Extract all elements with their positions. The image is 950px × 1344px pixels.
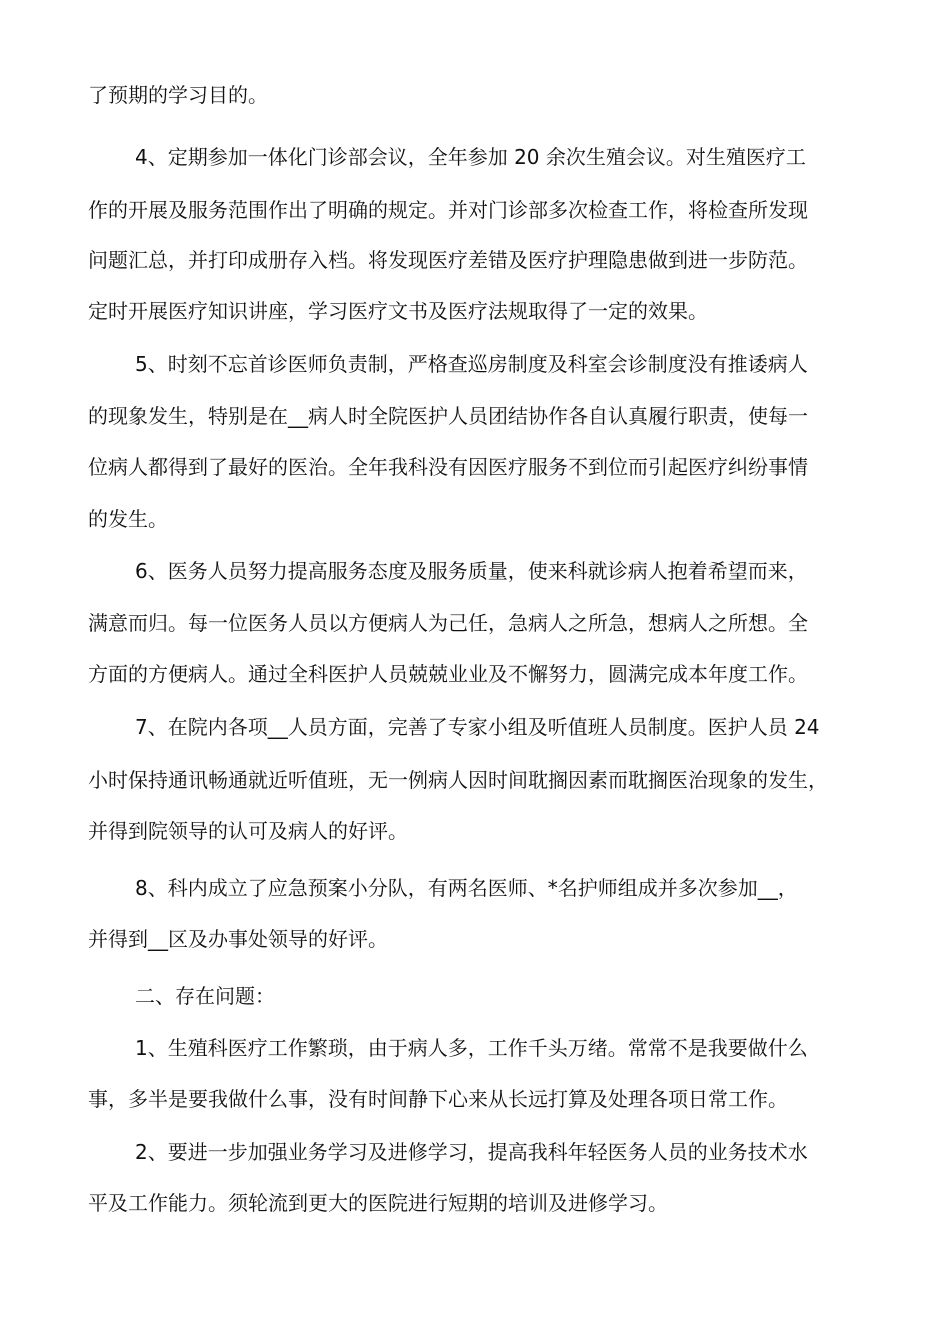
text-line: 7、在院内各项__人员方面，完善了专家小组及听值班人员制度。医护人员 24 <box>135 715 820 739</box>
text-line: 并得到院领导的认可及病人的好评。 <box>88 819 408 843</box>
text-line: 6、医务人员努力提高服务态度及服务质量，使来科就诊病人抱着希望而来， <box>135 559 808 583</box>
text-line: 满意而归。每一位医务人员以方便病人为己任，急病人之所急，想病人之所想。全 <box>88 611 808 635</box>
text-line: 方面的方便病人。通过全科医护人员兢兢业业及不懈努力，圆满完成本年度工作。 <box>88 662 808 686</box>
text-line: 位病人都得到了最好的医治。全年我科没有因医疗服务不到位而引起医疗纠纷事情 <box>88 455 808 479</box>
text-line: 问题汇总，并打印成册存入档。将发现医疗差错及医疗护理隐患做到进一步防范。 <box>88 248 808 272</box>
text-line: 1、生殖科医疗工作繁琐，由于病人多，工作千头万绪。常常不是我要做什么 <box>135 1036 808 1060</box>
text-line: 事，多半是要我做什么事，没有时间静下心来从长远打算及处理各项日常工作。 <box>88 1087 788 1111</box>
section-heading: 二、存在问题： <box>135 984 275 1008</box>
text-line: 5、时刻不忘首诊医师负责制，严格查巡房制度及科室会诊制度没有推诿病人 <box>135 352 808 376</box>
text-line: 并得到__区及办事处领导的好评。 <box>88 927 388 951</box>
text-line: 的发生。 <box>88 507 168 531</box>
text-line: 作的开展及服务范围作出了明确的规定。并对门诊部多次检查工作，将检查所发现 <box>88 198 808 222</box>
text-line: 定时开展医疗知识讲座，学习医疗文书及医疗法规取得了一定的效果。 <box>88 299 708 323</box>
text-line: 平及工作能力。须轮流到更大的医院进行短期的培训及进修学习。 <box>88 1191 668 1215</box>
text-line: 的现象发生，特别是在__病人时全院医护人员团结协作各自认真履行职责，使每一 <box>88 404 808 428</box>
text-line: 4、定期参加一体化门诊部会议，全年参加 20 余次生殖会议。对生殖医疗工 <box>135 145 806 169</box>
text-line: 8、科内成立了应急预案小分队，有两名医师、*名护师组成并多次参加__， <box>135 876 798 900</box>
text-line: 了预期的学习目的。 <box>88 83 268 107</box>
text-line: 小时保持通讯畅通就近听值班，无一例病人因时间耽搁因素而耽搁医治现象的发生， <box>88 768 828 792</box>
text-line: 2、要进一步加强业务学习及进修学习，提高我科年轻医务人员的业务技术水 <box>135 1140 808 1164</box>
